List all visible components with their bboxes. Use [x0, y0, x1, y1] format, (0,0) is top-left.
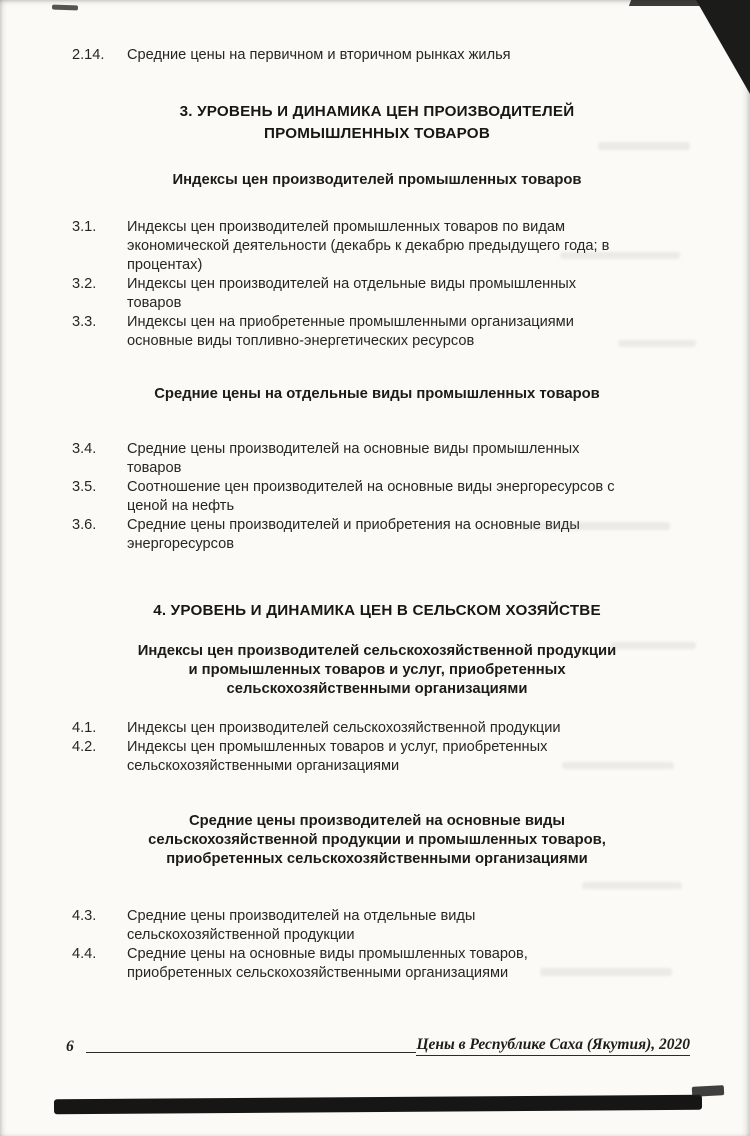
toc-item-text: Индексы цен на приобретенные промышленными организациями основные виды топливно-энергетических ресурсов	[127, 314, 574, 349]
toc-item-text: Средние цены производителей и приобретения на основные виды энергоресурсов	[127, 517, 580, 552]
toc-item	[72, 440, 682, 478]
scan-edge-top-strip	[629, 0, 711, 6]
scan-edge-bottom-band	[54, 1095, 702, 1115]
toc-item-text: Соотношение цен производителей на основные виды энергоресурсов с ценой на нефть	[127, 479, 615, 514]
toc-item-number: 3.5.	[72, 479, 97, 495]
scan-edge-top-right	[696, 0, 750, 94]
scan-mark-top-left	[52, 5, 78, 11]
toc-item-number: 2.14.	[72, 47, 105, 63]
bleedthrough-mark	[560, 252, 680, 259]
section-heading-3: 3. УРОВЕНЬ И ДИНАМИКА ЦЕН ПРОИЗВОДИТЕЛЕЙ ПРОМЫШЛЕННЫХ ТОВАРОВ	[179, 103, 575, 142]
toc-item-text: Средние цены на первичном и вторичном рынках жилья	[127, 47, 511, 63]
page-number: 6	[66, 1038, 74, 1055]
scan-mark-bottom-right	[692, 1085, 724, 1097]
toc-item	[72, 313, 682, 351]
toc-item	[72, 218, 682, 275]
toc-item	[72, 719, 682, 738]
subheading-industrial-indexes: Индексы цен производителей промышленных товаров	[172, 172, 582, 188]
toc-item-number: 3.3.	[72, 314, 97, 330]
toc-item-number: 3.6.	[72, 517, 97, 533]
toc-item-text: Средние цены на основные виды промышленных товаров, приобретенных сельскохозяйственными организациями	[127, 946, 528, 981]
toc-item-text: Средние цены производителей на основные виды промышленных товаров	[127, 441, 580, 476]
toc-item-text: Индексы цен производителей на отдельные виды промышленных товаров	[127, 276, 577, 311]
toc-item-number: 3.4.	[72, 441, 97, 457]
toc-item	[72, 46, 682, 65]
toc-item	[72, 275, 682, 313]
toc-item-text: Индексы цен промышленных товаров и услуг, приобретенных сельскохозяйственными организациями	[127, 739, 548, 774]
toc-item	[72, 738, 682, 776]
subheading-industrial-avg-prices: Средние цены на отдельные виды промышленных товаров	[154, 386, 600, 402]
bleedthrough-mark	[540, 968, 672, 976]
bleedthrough-mark	[582, 882, 682, 889]
toc-item-text: Индексы цен производителей сельскохозяйственной продукции	[127, 720, 561, 736]
footer-rule	[86, 1052, 417, 1053]
toc-item	[72, 945, 682, 983]
footer-publication-title: Цены в Республике Саха (Якутия), 2020	[416, 1036, 690, 1056]
toc-item-number: 3.1.	[72, 219, 97, 235]
bleedthrough-mark	[618, 340, 696, 347]
toc-item-text: Индексы цен производителей промышленных товаров по видам экономической деятельности (декабрь к декабрю предыдущего года; в процентах)	[127, 219, 610, 273]
toc-item	[72, 907, 682, 945]
page-footer	[66, 1036, 690, 1056]
toc-item-number: 4.2.	[72, 739, 97, 755]
table-of-contents	[72, 46, 682, 983]
subheading-agricultural-indexes: Индексы цен производителей сельскохозяйственной продукции и промышленных товаров и услуг, приобретенных сельскохозяйственными организациями	[137, 643, 617, 697]
section-heading-4: 4. УРОВЕНЬ И ДИНАМИКА ЦЕН В СЕЛЬСКОМ ХОЗЯЙСТВЕ	[153, 602, 601, 619]
bleedthrough-mark	[610, 642, 696, 649]
toc-item-number: 4.1.	[72, 720, 97, 736]
bleedthrough-mark	[520, 522, 670, 530]
toc-item-number: 4.3.	[72, 908, 97, 924]
bleedthrough-mark	[562, 762, 674, 769]
bleedthrough-mark	[598, 142, 690, 150]
toc-item-number: 4.4.	[72, 946, 97, 962]
subheading-agricultural-avg-prices: Средние цены производителей на основные виды сельскохозяйственной продукции и промышленных товаров, приобретенных сельскохозяйственными организациями	[148, 813, 606, 867]
toc-item-text: Средние цены производителей на отдельные виды сельскохозяйственной продукции	[127, 908, 476, 943]
toc-item	[72, 478, 682, 516]
toc-item-number: 3.2.	[72, 276, 97, 292]
